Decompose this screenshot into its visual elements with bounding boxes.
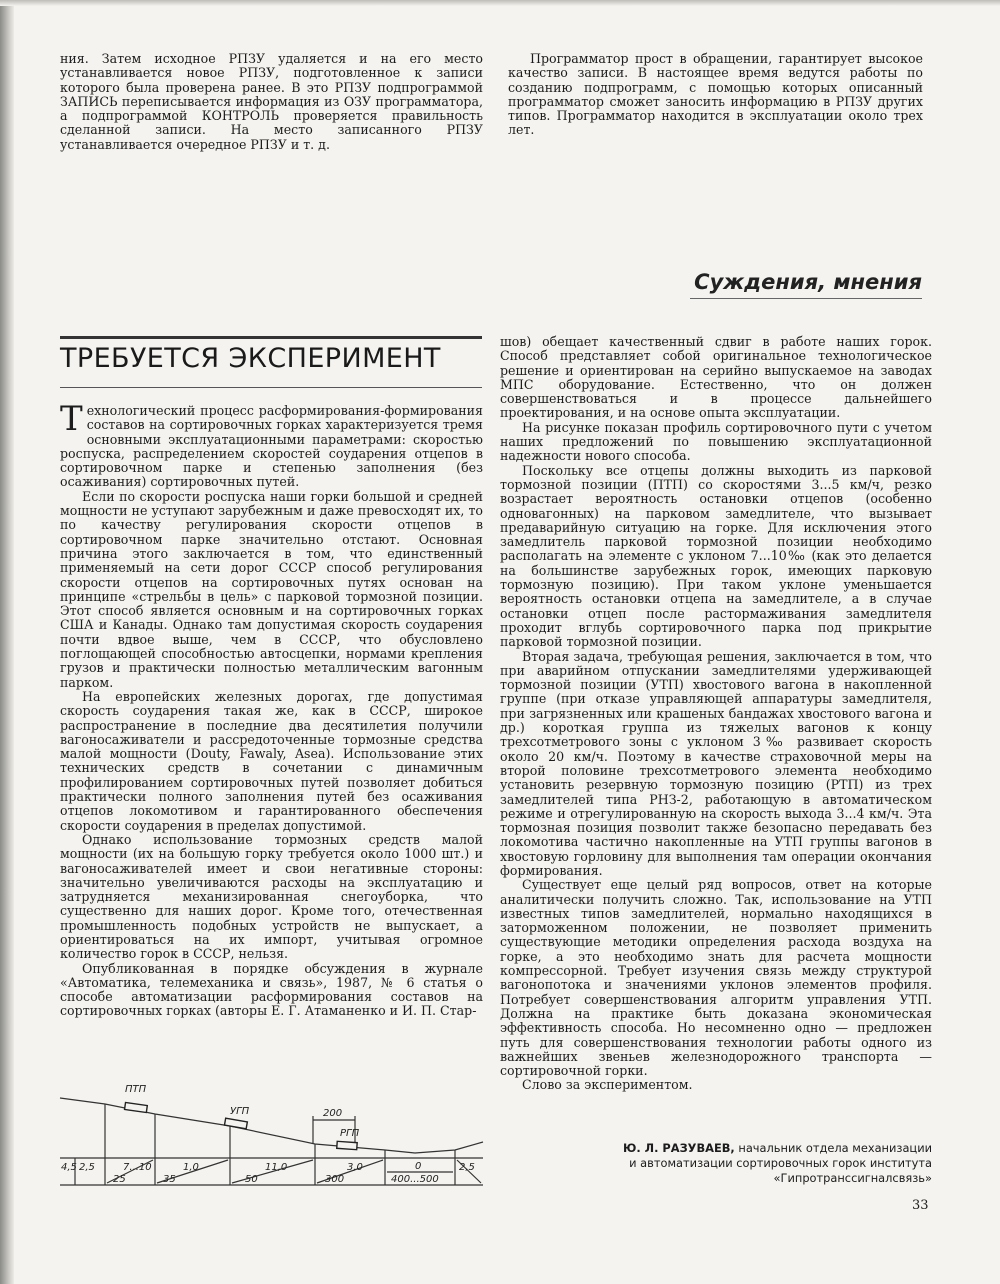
profile-line <box>60 1098 483 1153</box>
header-right-paragraph: Программатор прост в обращении, гарантирует высокое качество записи. В настоящее время ведутся работы по созданию подпрограмм, с помощью которых описанный программатор сможет заносить информацию в РПЗУ других типов. Программатор находится в эксплуатации около трех лет. <box>508 51 923 138</box>
profile-top-2: 2,5 <box>79 1162 95 1173</box>
article-title: ТРЕБУЕТСЯ ЭКСПЕРИМЕНТ <box>60 343 441 374</box>
scan-top-edge <box>0 0 1000 6</box>
profile-bottom-3: 25 <box>113 1174 126 1185</box>
profile-bottom-7: 400...500 <box>391 1174 439 1185</box>
utp-retarder <box>224 1118 247 1129</box>
left-paragraph-3: На европейских железных дорогах, где допустимая скорость соударения такая же, как в СССР, широкое распространение в последние два десятилетия получили вагоносаживатели и рассредоточенные тормозные средства малой мощности (Douty, Fawaly, Asea). Использование этих технических средств в сочетании с динамичным профилированием сортировочных путей позволяет добиться практически полного заполнения путей без осаживания отцепов локомотивом и гарантированного обеспечения скорости соударения в пределах допустимой. <box>60 688 483 833</box>
left-paragraph-4: Однако использование тормозных средств малой мощности (их на большую горку требуется около 1000 шт.) и вагоносаживателей имеет и свои негативные стороны: значительно увеличиваются расходы на эксплуатацию и затрудняется механизированная снегоуборка, что существенно для наших дорог. Кроме того, отечественная промышленность подобных устройств не выпускает, а ориентироваться на их импорт, учитывая огромное количество горок в СССР, нельзя. <box>60 831 483 962</box>
right-paragraph-3: Поскольку все отцепы должны выходить из парковой тормозной позиции (ПТП) со скоростями 3...5 км/ч, резко возрастает вероятность остановки отцепов (особенно одновагонных) на парковом замедлителе, что вызывает предаварийную ситуацию на горке. Для исключения этого замедлитель парковой тормозной позиции необходимо располагать на элементе с уклоном 7...10‰ (как это делается на большинстве зарубежных горок, имеющих парковую тормозную позицию). При таком уклоне уменьшается вероятность остановки отцепа на замедлителе, а в случае остановки отцеп после растормаживания замедлителя проходит вглубь сортировочного парка под прикрытие парковой тормозной позиции. <box>500 462 932 650</box>
header-right-text <box>508 52 923 138</box>
right-paragraph-6: Слово за экспериментом. <box>522 1077 693 1093</box>
profile-bottom-5: 50 <box>245 1174 258 1185</box>
track-profile-figure <box>55 1080 487 1190</box>
left-paragraph-5: Опубликованная в порядке обсуждения в журнале «Автоматика, телемеханика и связь», 1987, № 6 статья о способе автоматизации расформирования составов на сортировочных горках (авторы Е. Г. Атаманенко и И. П. Стар- <box>60 960 483 1019</box>
utp-label: УГП <box>230 1106 250 1117</box>
ptp-retarder <box>125 1102 148 1112</box>
profile-top-8: 2,5 <box>459 1162 475 1173</box>
profile-top-5: 11,0 <box>265 1162 288 1173</box>
author-signature <box>500 1141 932 1186</box>
author-title-2: и автоматизации сортировочных горок института <box>629 1156 932 1170</box>
rubric: Суждения, мнения <box>694 270 922 294</box>
left-paragraph-2: Если по скорости роспуска наши горки большой и средней мощности не уступают зарубежным и даже превосходят их, то по качеству регулирования скорости отцепов в сортировочном парке значительно отстают. Основная причина этого заключается в том, что единственный применяемый на сети дорог СССР способ регулирования скорости отцепов на сортировочных путях основан на принципе «стрельбы в цель» с парковой тормозной позиции. Этот способ является основным и на сортировочных горках США и Канады. Однако там допустимая скорость соударения почти вдвое выше, чем в СССР, что обусловлено поглощающей способностью автосцепки, нормами крепления грузов и практически полностью металлическим вагонным парком. <box>60 488 483 690</box>
title-rule-bottom <box>60 387 482 388</box>
profile-top-6: 3,0 <box>347 1162 363 1173</box>
header-left-paragraph: ния. Затем исходное РПЗУ удаляется и на его место устанавливается новое РПЗУ, подготовленное к записи которого была проверена ранее. В это РПЗУ подпрограммой ЗАПИСЬ переписывается информация из ОЗУ программатора, а подпрограммой КОНТРОЛЬ проверяется правильность сделанной записи. На место записанного РПЗУ устанавливается очередное РПЗУ и т. д. <box>60 51 483 152</box>
title-rule-top <box>60 336 482 339</box>
right-column <box>500 335 932 1093</box>
right-paragraph-5: Существует еще целый ряд вопросов, ответ на которые аналитически получить сложно. Так, использование на УТП известных типов замедлителей, нормально находящихся в заторможенном положении, не позволяет применить существующие методики определения расхода воздуха на горке, а это необходимо знать для расчета мощности компрессорной. Требует изучения связь между структурой вагонопотока и значениями уклонов элементов профиля. Потребует совершенствования алгоритм управления УТП. Должна на практике быть доказана экономическая эффективность способа. Но несомненно одно — предложен путь для совершенствования технологии работы одного из важнейших звеньев железнодорожного транспорта — сортировочной горки. <box>500 877 932 1079</box>
right-paragraph-4: Вторая задача, требующая решения, заключается в том, что при аварийном отпускании замедлителями удерживающей тормозной позиции (УТП) хвостового вагона в накопленной группе (при отказе управляющей аппаратуры замедлителя, при загрязненных или крашеных бандажах хвостового вагона и др.) короткая группа из тяжелых вагонов к концу трехсотметрового зоны с уклоном 3‰ развивает скорость около 20 км/ч. Поэтому в качестве страховочной меры на второй половине трехсотметрового элемента необходимо установить резервную тормозную позицию (РТП) из трех замедлителей типа РНЗ-2, работающую в автоматическом режиме и отрегулированную на скорость выхода 3...4 км/ч. Эта тормозная позиция позволит также безопасно передавать без локомотива частично накопленные на УТП группы вагонов в хвостовую горловину для выполнения там операции окончания формирования. <box>500 648 932 878</box>
right-paragraph-2: На рисунке показан профиль сортировочного пути с учетом наших предложений по повышению эксплуатационной надежности нового способа. <box>500 419 932 464</box>
profile-bottom-6: 300 <box>325 1174 345 1185</box>
header-left-text <box>60 52 483 152</box>
distance-label: 200 <box>323 1108 343 1119</box>
author-title-1: начальник отдела механизации <box>738 1141 932 1155</box>
profile-top-3: 7...10 <box>123 1162 152 1173</box>
left-paragraph-1 <box>60 399 483 490</box>
rtp-label: РГП <box>340 1128 360 1139</box>
dropcap: Т <box>60 399 83 439</box>
right-paragraph-1: шов) обещает качественный сдвиг в работе наших горок. Способ представляет собой оригинальное технологическое решение и ориентирован на серийно выпускаемое на заводах МПС оборудование. Естественно, что он должен совершенствоваться и в процессе дальнейшего проектирования, и на основе опыта эксплуатации. <box>500 334 932 421</box>
author-line-1 <box>500 1141 932 1156</box>
ptp-label: ПТП <box>125 1084 147 1095</box>
profile-top-1: 4,5 <box>61 1162 77 1173</box>
profile-top-4: 1,0 <box>183 1162 199 1173</box>
author-name: Ю. Л. РАЗУВАЕВ, <box>623 1141 735 1155</box>
profile-bottom-4: 35 <box>163 1174 176 1185</box>
author-title-3: «Гипротранссигналсвязь» <box>773 1171 932 1185</box>
scan-edge <box>0 0 14 1284</box>
left-paragraph-1-text: ехнологический процесс расформирования-формирования составов на сортировочных горках характеризуется тремя основными эксплуатационными параметрами: скоростью роспуска, распределением скоростей соударения отцепов в сортировочном парке и степенью заполнения (без осаживания) сортировочных путей. <box>60 403 483 490</box>
page-number: 33 <box>912 1198 929 1213</box>
profile-top-7: 0 <box>415 1161 422 1172</box>
rtp-retarder <box>337 1141 357 1149</box>
left-column <box>60 399 483 1019</box>
rubric-underline <box>690 298 922 299</box>
